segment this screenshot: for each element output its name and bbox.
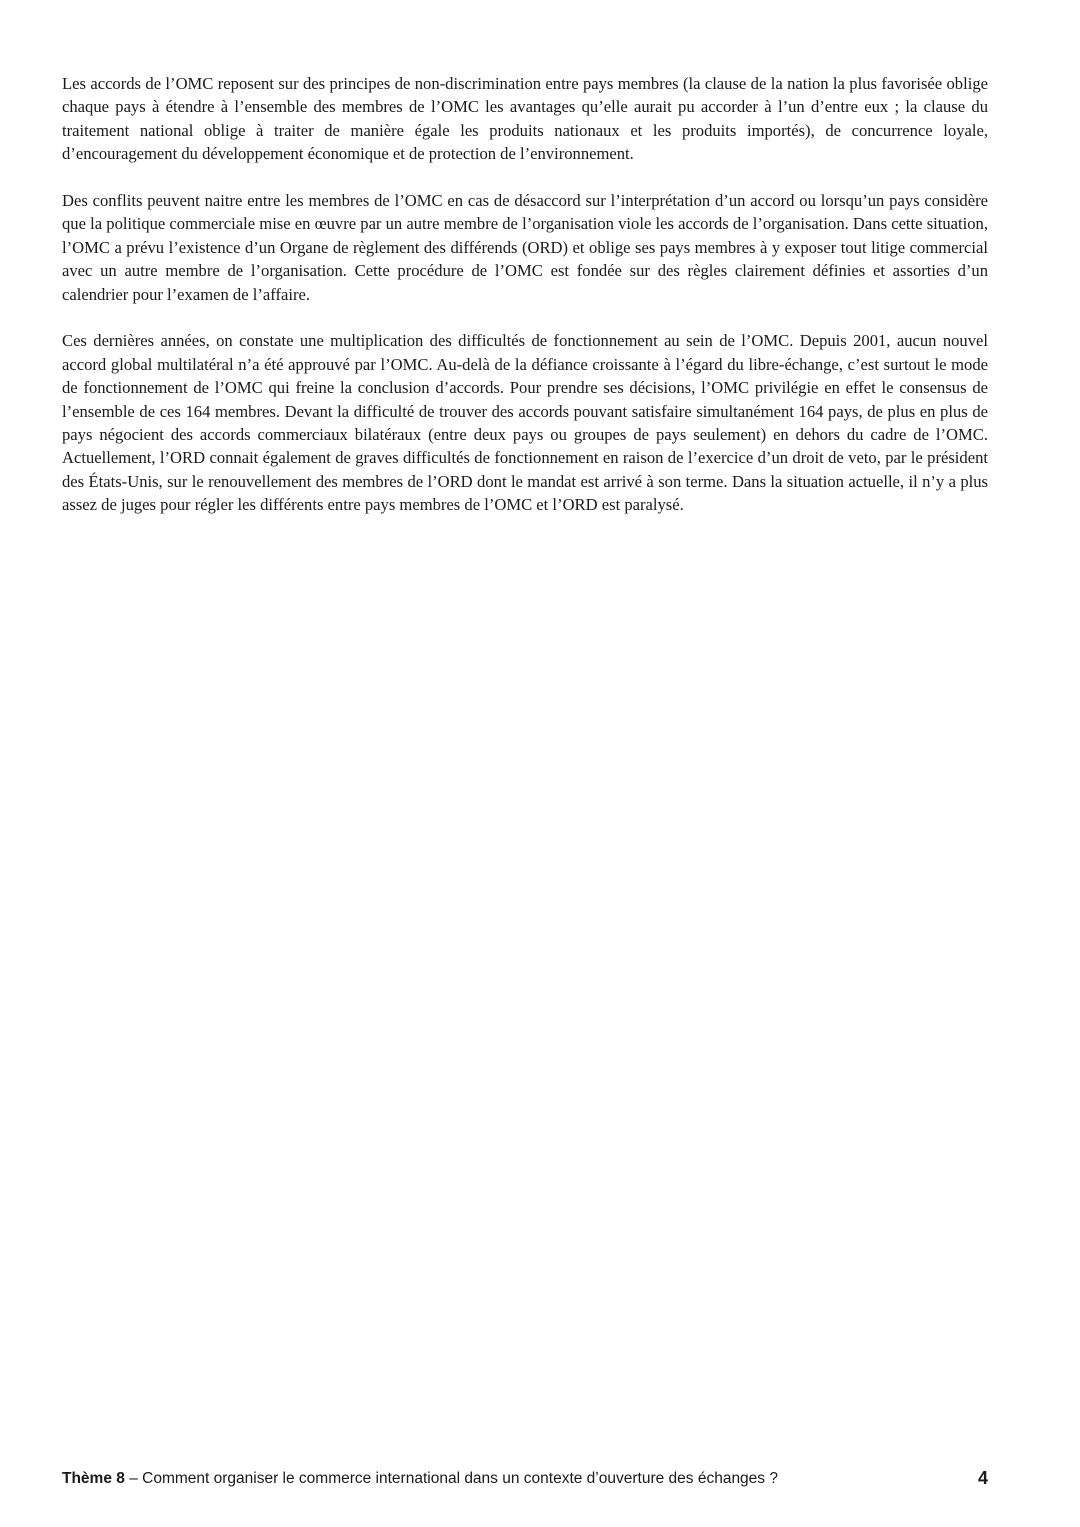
paragraph-omc-conflicts: Des conflits peuvent naitre entre les membres de l’OMC en cas de désaccord sur l’interprétation d’un accord ou lorsqu’un pays considère que la politique commerciale mise en œuvre par un autre membre de l’organisation viole les accords de l’organisation. Dans cette situation, l’OMC a prévu l’existence d’un Organe de règlement des différends (ORD) et oblige ses pays membres à y exposer tout litige commercial avec un autre membre de l’organisation. Cette procédure de l’OMC est fondée sur des règles clairement définies et assorties d’un calendrier pour l’examen de l’affaire.: [62, 191, 988, 304]
page-footer: [62, 1468, 988, 1492]
paragraph-omc-principles: Les accords de l’OMC reposent sur des principes de non-discrimination entre pays membres (la clause de la nation la plus favorisée oblige chaque pays à étendre à l’ensemble des membres de l’OMC les avantages qu’elle aurait pu accorder à l’un d’entre eux ; la clause du traitement national oblige à traiter de manière égale les produits nationaux et les produits importés), de concurrence loyale, d’encouragement du développement économique et de protection de l’environnement.: [62, 74, 988, 164]
paragraph-omc-difficulties: Ces dernières années, on constate une multiplication des difficultés de fonctionnement au sein de l’OMC. Depuis 2001, aucun nouvel accord global multilatéral n’a été approuvé par l’OMC. Au-delà de la défiance croissante à l’égard du libre-échange, c’est surtout le mode de fonctionnement de l’OMC qui freine la conclusion d’accords. Pour prendre ses décisions, l’OMC privilégie en effet le consensus de l’ensemble de ces 164 membres. Devant la difficulté de trouver des accords pouvant satisfaire simultanément 164 pays, de plus en plus de pays négocient des accords commerciaux bilatéraux (entre deux pays ou groupes de pays seulement) en dehors du cadre de l’OMC. Actuellement, l’ORD connait également de graves difficultés de fonctionnement en raison de l’exercice d’un droit de veto, par le président des États-Unis, sur le renouvellement des membres de l’ORD dont le mandat est arrivé à son terme. Dans la situation actuelle, il n’y a plus assez de juges pour régler les différents entre pays membres de l’OMC et l’ORD est paralysé.: [62, 331, 988, 515]
footer-theme-title: – Comment organiser le commerce international dans un contexte d’ouverture des échanges ?: [124, 1470, 778, 1487]
page-number: 4: [977, 1468, 988, 1488]
footer-theme-label: Thème 8: [62, 1470, 125, 1487]
footer-theme: [62, 1470, 778, 1488]
document-body: [62, 72, 988, 540]
